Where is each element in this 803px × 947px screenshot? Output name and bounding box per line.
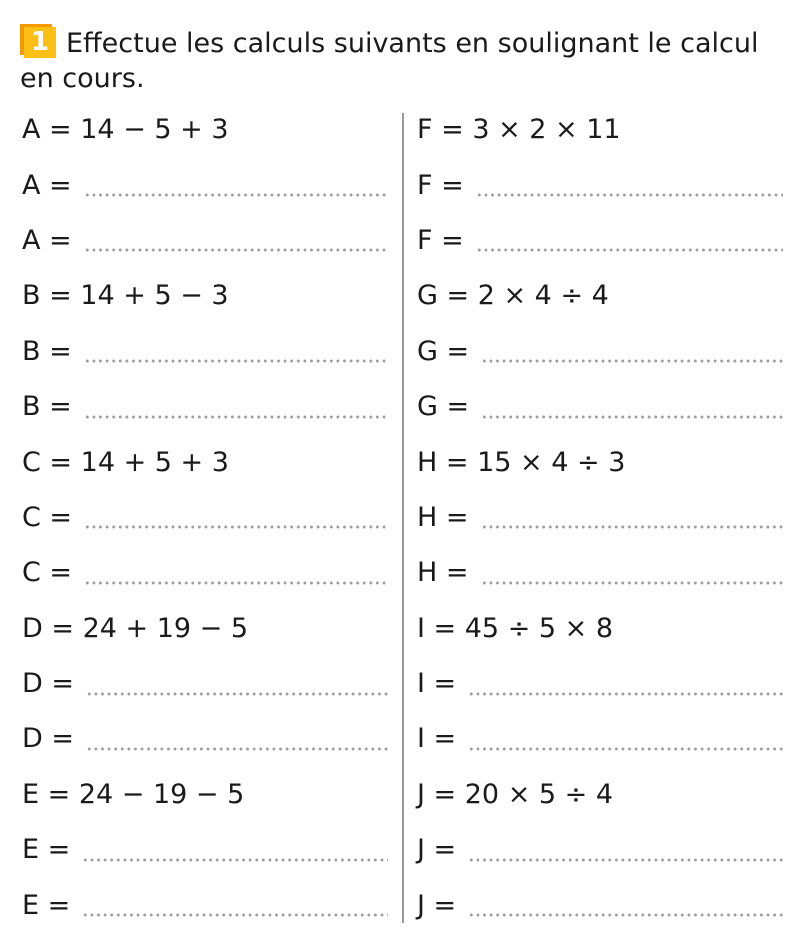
answer-row	[22, 379, 388, 434]
calc-row	[417, 767, 783, 822]
answer-label: A =	[22, 169, 72, 201]
calc-expression: E = 24 − 19 − 5	[22, 778, 245, 810]
answer-label: D =	[22, 723, 74, 755]
exercise-instruction: Effectue les calculs suivants en soulignant le calcul en cours.	[20, 28, 759, 94]
calc-row	[22, 601, 388, 656]
answer-dotted-line[interactable]	[82, 913, 388, 917]
exercise-number-badge	[20, 24, 56, 58]
answer-dotted-line[interactable]	[86, 692, 388, 696]
answer-label: F =	[417, 224, 464, 256]
answer-row	[417, 822, 783, 877]
answer-row	[417, 157, 783, 212]
answer-dotted-line[interactable]	[476, 248, 783, 252]
answer-label: J =	[417, 889, 457, 921]
answer-row	[22, 711, 388, 766]
answer-row	[22, 822, 388, 877]
answer-label: H =	[417, 501, 469, 533]
answer-label: I =	[417, 723, 457, 755]
answer-row	[417, 545, 783, 600]
answer-dotted-line[interactable]	[481, 359, 783, 363]
answer-label: A =	[22, 224, 72, 256]
answer-label: F =	[417, 169, 464, 201]
column-divider	[402, 113, 404, 923]
answer-label: J =	[417, 834, 457, 866]
answer-dotted-line[interactable]	[468, 692, 783, 696]
calc-row	[417, 102, 783, 157]
calc-expression: C = 14 + 5 + 3	[22, 446, 229, 478]
calc-expression: J = 20 × 5 ÷ 4	[417, 778, 614, 810]
answer-dotted-line[interactable]	[468, 747, 783, 751]
answer-dotted-line[interactable]	[84, 581, 388, 585]
answer-row	[22, 157, 388, 212]
answer-dotted-line[interactable]	[84, 525, 388, 529]
calc-row	[22, 434, 388, 489]
answer-dotted-line[interactable]	[481, 525, 783, 529]
answer-label: I =	[417, 668, 457, 700]
calc-expression: I = 45 ÷ 5 × 8	[417, 612, 614, 644]
answer-row	[22, 656, 388, 711]
calc-expression: F = 3 × 2 × 11	[417, 114, 621, 146]
answer-row	[22, 490, 388, 545]
answer-label: H =	[417, 557, 469, 589]
answer-dotted-line[interactable]	[84, 359, 388, 363]
answer-label: G =	[417, 335, 470, 367]
answer-row	[417, 324, 783, 379]
answer-dotted-line[interactable]	[84, 193, 388, 197]
answer-label: B =	[22, 335, 72, 367]
calc-row	[22, 268, 388, 323]
calc-expression: H = 15 × 4 ÷ 3	[417, 446, 626, 478]
answer-dotted-line[interactable]	[82, 858, 388, 862]
answer-dotted-line[interactable]	[476, 193, 783, 197]
calc-expression: G = 2 × 4 ÷ 4	[417, 280, 609, 312]
left-column	[22, 102, 388, 933]
calc-row	[22, 767, 388, 822]
answer-dotted-line[interactable]	[481, 415, 783, 419]
answer-row	[417, 877, 783, 932]
answer-label: E =	[22, 889, 71, 921]
answer-dotted-line[interactable]	[468, 858, 783, 862]
answer-row	[417, 213, 783, 268]
answer-dotted-line[interactable]	[84, 248, 388, 252]
answer-row	[417, 490, 783, 545]
answer-row	[22, 324, 388, 379]
calc-expression: A = 14 − 5 + 3	[22, 114, 229, 146]
calc-expression: D = 24 + 19 − 5	[22, 612, 249, 644]
answer-dotted-line[interactable]	[86, 747, 388, 751]
right-column	[417, 102, 783, 933]
calc-row	[417, 434, 783, 489]
answer-label: B =	[22, 391, 72, 423]
answer-label: E =	[22, 834, 71, 866]
answer-row	[417, 379, 783, 434]
answer-label: D =	[22, 668, 74, 700]
answer-label: C =	[22, 501, 73, 533]
answer-dotted-line[interactable]	[468, 913, 783, 917]
calc-row	[22, 102, 388, 157]
calc-expression: B = 14 + 5 − 3	[22, 280, 229, 312]
answer-row	[417, 656, 783, 711]
exercise-header	[20, 24, 790, 96]
calc-row	[417, 268, 783, 323]
answer-row	[22, 213, 388, 268]
answer-label: G =	[417, 391, 470, 423]
answer-dotted-line[interactable]	[84, 415, 388, 419]
answer-label: C =	[22, 557, 73, 589]
answer-dotted-line[interactable]	[481, 581, 783, 585]
answer-row	[22, 545, 388, 600]
answer-row	[22, 877, 388, 932]
answer-row	[417, 711, 783, 766]
exercise-number: 1	[24, 27, 56, 58]
calc-row	[417, 601, 783, 656]
